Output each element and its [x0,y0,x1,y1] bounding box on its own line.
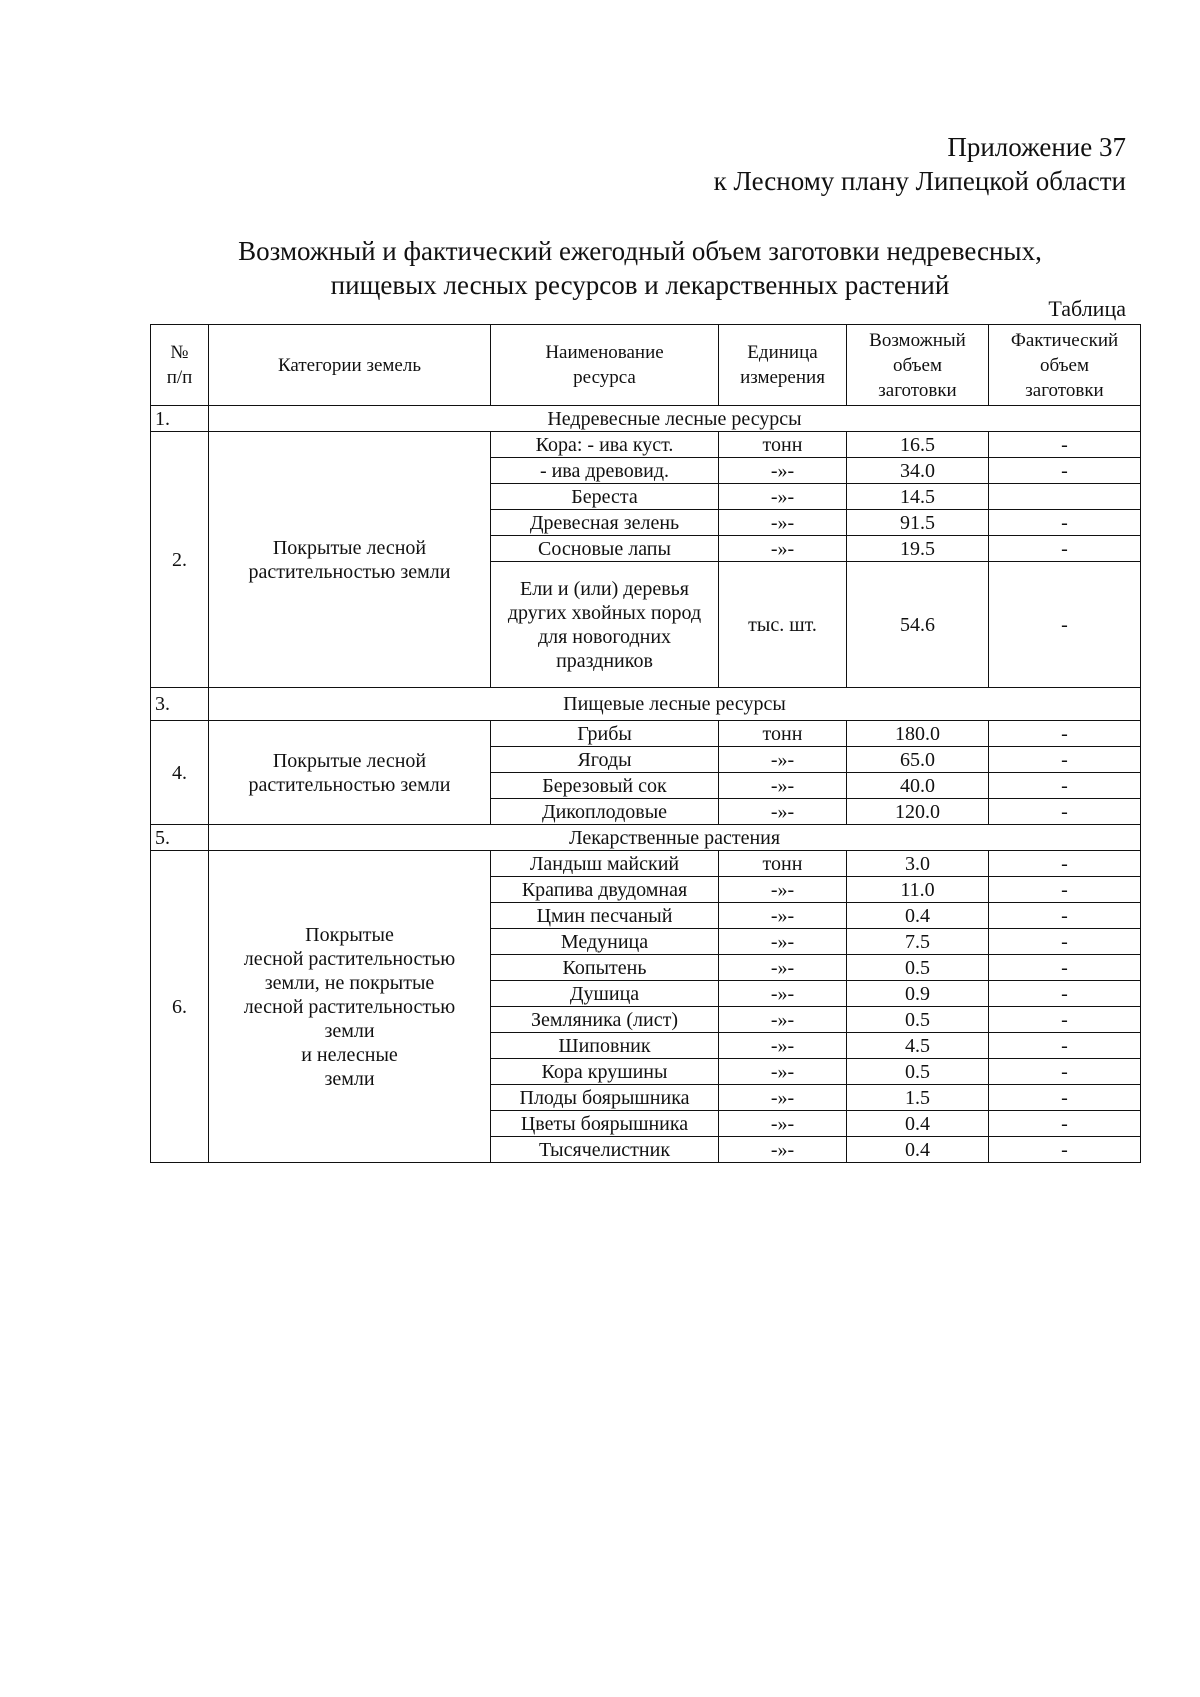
possible-cell: 19.5 [847,536,989,562]
actual-cell: - [989,1059,1141,1085]
appendix-plan-ref: к Лесному плану Липецкой области [713,166,1126,196]
possible-cell: 0.4 [847,1137,989,1163]
section-num: 3. [151,688,209,721]
possible-cell: 0.5 [847,1059,989,1085]
header-num: № п/п [151,325,209,406]
actual-cell: - [989,1007,1141,1033]
appendix-number: Приложение 37 [947,132,1126,162]
resource-cell: Древесная зелень [491,510,719,536]
section-num: 5. [151,825,209,851]
unit-cell: -»- [719,510,847,536]
section-row [151,825,1141,851]
actual-cell [989,484,1141,510]
group-num: 6. [151,851,209,1163]
resource-cell: Березовый сок [491,773,719,799]
resource-cell: Кора: - ива куст. [491,432,719,458]
header-possible-volume: Возможный объем заготовки [847,325,989,406]
actual-cell: - [989,929,1141,955]
header-unit: Единица измерения [719,325,847,406]
unit-cell: -»- [719,981,847,1007]
resource-cell: - ива древовид. [491,458,719,484]
unit-cell: -»- [719,1033,847,1059]
resource-cell: Береста [491,484,719,510]
section-title: Пищевые лесные ресурсы [209,688,1141,721]
unit-cell: -»- [719,955,847,981]
table-caption: Таблица [1048,296,1126,321]
possible-cell: 0.5 [847,1007,989,1033]
unit-cell: -»- [719,1007,847,1033]
table-row [151,721,1141,747]
group-category: Покрытые лесной растительностью земли [209,721,491,825]
actual-cell: - [989,1033,1141,1059]
actual-cell: - [989,510,1141,536]
possible-cell: 4.5 [847,1033,989,1059]
table-row [151,432,1141,458]
resource-cell: Сосновые лапы [491,536,719,562]
unit-cell: -»- [719,1085,847,1111]
resource-cell: Ландыш майский [491,851,719,877]
header-resource: Наименование ресурса [491,325,719,406]
possible-cell: 54.6 [847,562,989,688]
possible-cell: 16.5 [847,432,989,458]
section-num: 1. [151,406,209,432]
actual-cell: - [989,1111,1141,1137]
unit-cell: -»- [719,1137,847,1163]
unit-cell: тонн [719,721,847,747]
possible-cell: 180.0 [847,721,989,747]
actual-cell: - [989,851,1141,877]
possible-cell: 3.0 [847,851,989,877]
resource-cell: Душица [491,981,719,1007]
group-category: Покрытые лесной растительностью земли [209,432,491,688]
possible-cell: 120.0 [847,799,989,825]
actual-cell: - [989,903,1141,929]
resource-cell: Цветы боярышника [491,1111,719,1137]
resources-table [150,324,1141,1163]
actual-cell: - [989,955,1141,981]
group-category: Покрытые лесной растительностью земли, не покрытые лесной растительностью земли и нелесные земли [209,851,491,1163]
resource-cell: Тысячелистник [491,1137,719,1163]
actual-cell: - [989,799,1141,825]
possible-cell: 0.4 [847,1111,989,1137]
possible-cell: 7.5 [847,929,989,955]
unit-cell: -»- [719,1059,847,1085]
actual-cell: - [989,981,1141,1007]
unit-cell: -»- [719,1111,847,1137]
unit-cell: -»- [719,773,847,799]
resource-cell: Крапива двудомная [491,877,719,903]
group-num: 2. [151,432,209,688]
header-actual-volume: Фактический объем заготовки [989,325,1141,406]
actual-cell: - [989,432,1141,458]
actual-cell: - [989,747,1141,773]
group-num: 4. [151,721,209,825]
actual-cell: - [989,1085,1141,1111]
possible-cell: 91.5 [847,510,989,536]
actual-cell: - [989,773,1141,799]
resource-cell: Кора крушины [491,1059,719,1085]
actual-cell: - [989,562,1141,688]
resource-cell: Копытень [491,955,719,981]
unit-cell: -»- [719,877,847,903]
section-row [151,406,1141,432]
possible-cell: 0.4 [847,903,989,929]
resource-cell: Цмин песчаный [491,903,719,929]
document-title [150,234,1130,302]
section-title: Лекарственные растения [209,825,1141,851]
resource-cell: Грибы [491,721,719,747]
resource-cell: Плоды боярышника [491,1085,719,1111]
unit-cell: -»- [719,458,847,484]
possible-cell: 40.0 [847,773,989,799]
possible-cell: 65.0 [847,747,989,773]
possible-cell: 34.0 [847,458,989,484]
unit-cell: -»- [719,929,847,955]
actual-cell: - [989,536,1141,562]
unit-cell: тыс. шт. [719,562,847,688]
appendix-reference [714,130,1126,198]
resource-cell: Медуница [491,929,719,955]
possible-cell: 14.5 [847,484,989,510]
actual-cell: - [989,721,1141,747]
unit-cell: -»- [719,536,847,562]
possible-cell: 11.0 [847,877,989,903]
unit-cell: -»- [719,903,847,929]
unit-cell: -»- [719,484,847,510]
actual-cell: - [989,1137,1141,1163]
unit-cell: тонн [719,432,847,458]
possible-cell: 0.5 [847,955,989,981]
unit-cell: тонн [719,851,847,877]
unit-cell: -»- [719,799,847,825]
resource-cell: Ягоды [491,747,719,773]
table-row [151,851,1141,877]
title-line-1: Возможный и фактический ежегодный объем заготовки недревесных, [238,236,1042,266]
resource-cell: Шиповник [491,1033,719,1059]
title-line-2: пищевых лесных ресурсов и лекарственных растений [330,270,950,300]
resource-cell: Ели и (или) деревья других хвойных пород для новогодних праздников [491,562,719,688]
possible-cell: 0.9 [847,981,989,1007]
actual-cell: - [989,877,1141,903]
possible-cell: 1.5 [847,1085,989,1111]
unit-cell: -»- [719,747,847,773]
header-category: Категории земель [209,325,491,406]
resource-cell: Дикоплодовые [491,799,719,825]
header-row [151,325,1141,406]
resource-cell: Земляника (лист) [491,1007,719,1033]
section-row [151,688,1141,721]
actual-cell: - [989,458,1141,484]
section-title: Недревесные лесные ресурсы [209,406,1141,432]
